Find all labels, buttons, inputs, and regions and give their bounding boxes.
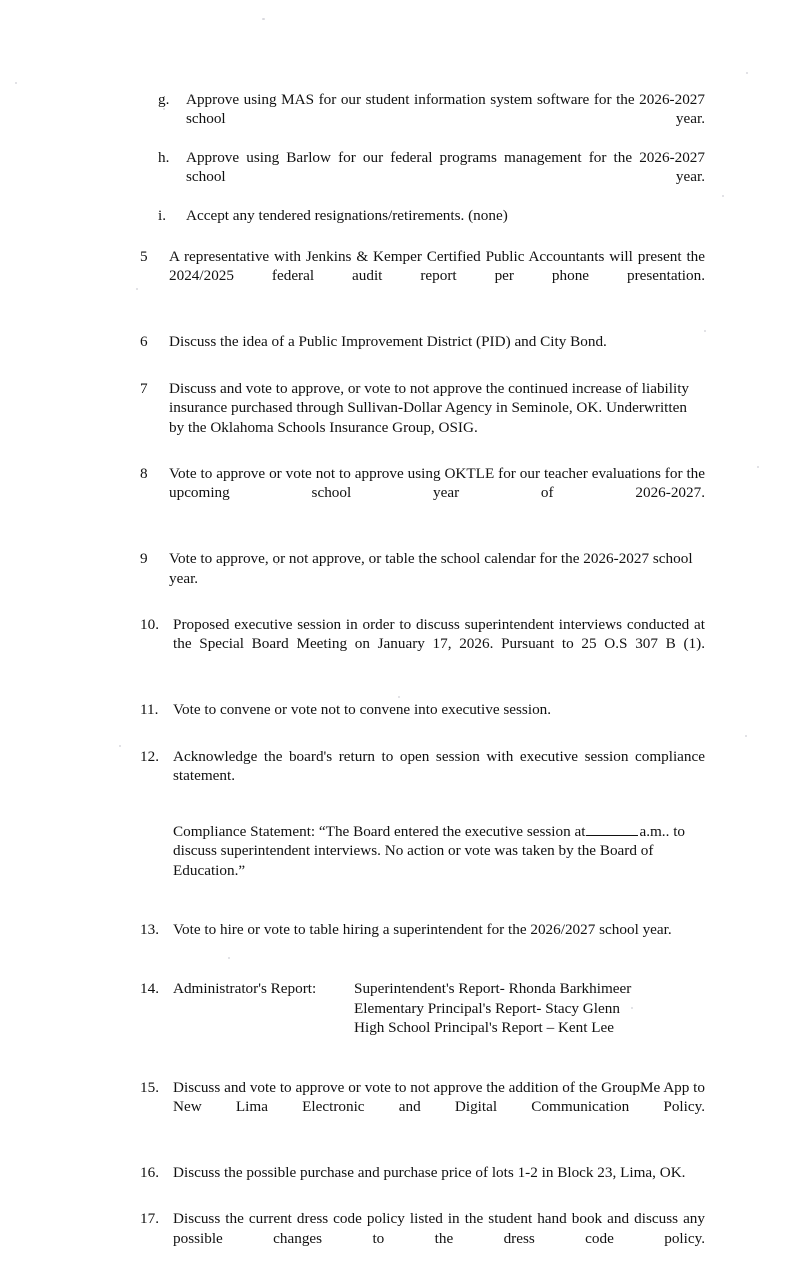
list-item-marker: 8 bbox=[140, 464, 148, 482]
list-item-marker: 12. bbox=[140, 747, 159, 765]
list-item-text: Discuss and vote to approve or vote to not approve the addition of the GroupMe App to New Lima Electronic and Digital Communication Policy. bbox=[173, 1078, 705, 1116]
agenda-item-15 bbox=[140, 1078, 705, 1136]
list-item bbox=[140, 148, 705, 206]
list-item-marker: 6 bbox=[140, 333, 148, 351]
agenda-item-8 bbox=[140, 464, 705, 522]
agenda-item-10 bbox=[140, 615, 705, 673]
agenda-item-6 bbox=[140, 332, 705, 351]
numbered-item-list bbox=[140, 247, 705, 805]
list-item-marker: 10. bbox=[140, 615, 159, 633]
scan-speckle bbox=[722, 195, 724, 197]
numbered-item-list-continued bbox=[140, 920, 705, 939]
report-line: High School Principal's Report – Kent Lee bbox=[354, 1019, 615, 1037]
agenda-item-11 bbox=[140, 700, 705, 719]
list-item-text: Discuss and vote to approve, or vote to not approve the continued increase of liability insurance purchased through Sullivan-Dollar Agency in Seminole, OK. Underwritten by the Oklahoma Schools Insurance Group, OSIG. bbox=[169, 379, 690, 436]
list-item-text: Accept any tendered resignations/retirements. (none) bbox=[186, 206, 508, 224]
list-item-text: Vote to approve, or not approve, or table the school calendar for the 2026-2027 school year. bbox=[169, 550, 693, 587]
list-item-text: A representative with Jenkins & Kemper Certified Public Accountants will present the 2024/2025 federal audit report per phone presentation. bbox=[169, 248, 705, 285]
compliance-statement-suffix: a.m.. to discuss superintendent interviews. No action or vote was taken by the Board of Education.” bbox=[173, 822, 686, 879]
agenda-item-17 bbox=[140, 1209, 705, 1267]
administrator-report-label: Administrator's Report: bbox=[173, 980, 317, 998]
agenda-item-13 bbox=[140, 920, 705, 939]
numbered-item-list-trailing bbox=[140, 1078, 705, 1267]
lettered-sub-item-list bbox=[140, 90, 705, 225]
list-item-marker: 17. bbox=[140, 1210, 159, 1228]
list-item-marker: 11. bbox=[140, 701, 159, 719]
report-line: Elementary Principal's Report- Stacy Glenn bbox=[354, 999, 620, 1017]
list-item-text: Discuss the current dress code policy listed in the student hand book and discuss any possible changes to the dress code policy. bbox=[173, 1210, 705, 1247]
scan-speckle bbox=[262, 18, 265, 20]
list-item-text: Approve using MAS for our student information system software for the 2026-2027 school year. bbox=[186, 91, 705, 128]
list-item-marker: 16. bbox=[140, 1163, 159, 1181]
compliance-time-blank bbox=[586, 822, 638, 836]
agenda-item-12 bbox=[140, 747, 705, 805]
list-item-text: Vote to convene or vote not to convene into executive session. bbox=[173, 701, 552, 719]
scan-speckle bbox=[119, 745, 121, 747]
list-item-marker: g. bbox=[158, 91, 170, 108]
agenda-body bbox=[140, 90, 705, 1267]
list-item-marker: 15. bbox=[140, 1078, 159, 1096]
list-item-text: Acknowledge the board's return to open session with executive session compliance statement. bbox=[173, 747, 705, 784]
list-item-marker: 14. bbox=[140, 980, 159, 998]
agenda-item-9 bbox=[140, 549, 705, 588]
list-item-marker: h. bbox=[158, 148, 170, 166]
scan-speckle bbox=[745, 735, 747, 737]
list-item-text: Proposed executive session in order to discuss superintendent interviews conducted at the Special Board Meeting on January 17, 2026. Pursuant to 25 O.S 307 B (1). bbox=[173, 615, 705, 653]
list-item-text: Discuss the idea of a Public Improvement District (PID) and City Bond. bbox=[169, 333, 607, 351]
list-item-text: Vote to hire or vote to table hiring a superintendent for the 2026/2027 school year. bbox=[173, 921, 672, 939]
administrator-report-names bbox=[354, 979, 705, 1037]
list-item-text: Approve using Barlow for our federal programs management for the 2026-2027 school year. bbox=[186, 148, 705, 186]
list-item-marker: 13. bbox=[140, 921, 159, 939]
list-item-marker: 7 bbox=[140, 379, 148, 397]
list-item bbox=[140, 90, 705, 148]
compliance-statement bbox=[140, 822, 705, 880]
list-item-marker: 5 bbox=[140, 248, 148, 266]
agenda-item-16 bbox=[140, 1163, 705, 1182]
list-item-text: Discuss the possible purchase and purchase price of lots 1-2 in Block 23, Lima, OK. bbox=[173, 1163, 686, 1181]
scan-speckle bbox=[136, 288, 138, 290]
scan-speckle bbox=[746, 72, 748, 74]
list-item-marker: 9 bbox=[140, 550, 148, 568]
report-line: Superintendent's Report- Rhonda Barkhimeer bbox=[354, 980, 632, 998]
scan-speckle bbox=[757, 466, 759, 468]
agenda-item-14 bbox=[140, 979, 705, 1037]
list-item-marker: i. bbox=[158, 206, 167, 224]
agenda-item-7 bbox=[140, 379, 705, 437]
agenda-item-5 bbox=[140, 247, 705, 305]
administrator-report-columns bbox=[173, 979, 705, 1037]
list-item bbox=[140, 206, 705, 225]
compliance-statement-prefix: Compliance Statement: “The Board entered the executive session at bbox=[173, 822, 586, 840]
list-item-text: Vote to approve or vote not to approve using OKTLE for our teacher evaluations for the upcoming school year of 2026-2027. bbox=[169, 464, 705, 502]
scan-speckle bbox=[15, 82, 17, 84]
